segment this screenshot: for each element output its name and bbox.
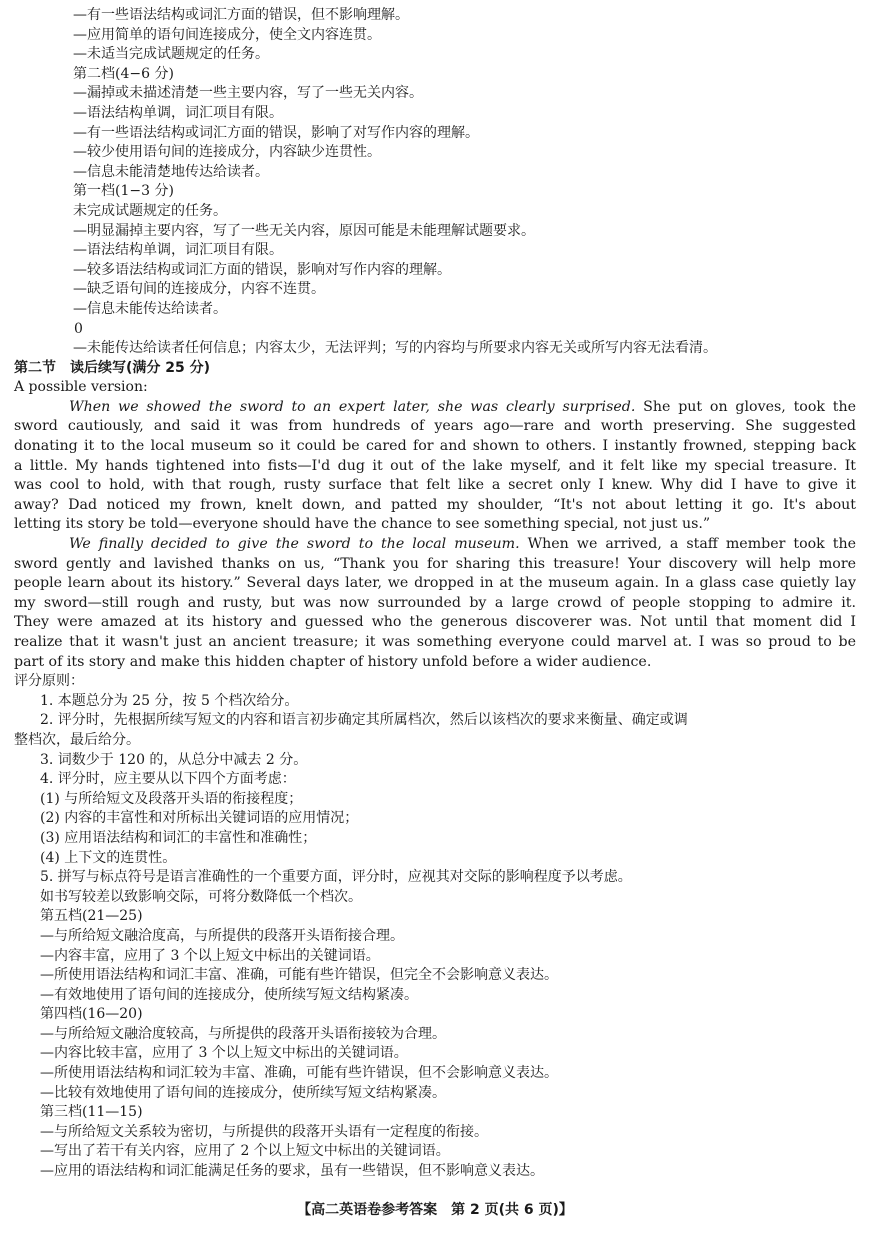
grading-line: 2. 评分时，先根据所续写短文的内容和语言初步确定其所属档次，然后以该档次的要求来衡量、确定或调 [40, 712, 688, 729]
grading-line: (3) 应用语法结构和词汇的丰富性和准确性； [40, 829, 317, 846]
page-footer: 【高二英语卷参考答案 第 2 页(共 6 页)】 [297, 1202, 573, 1218]
grading-line: 5. 拼写与标点符号是语言准确性的一个重要方面，评分时，应视其对交际的影响程度予以考虑。 [40, 869, 632, 886]
grade-descriptors-top [14, 6, 856, 359]
grading-principles-title: 评分原则： [14, 673, 84, 690]
zero-score-label: 0 [74, 320, 83, 337]
grading-line: 3. 词数少于 120 的，从总分中减去 2 分。 [40, 751, 308, 768]
paragraph-lead-sentence: We finally decided to give the sword to the local museum. [69, 536, 520, 553]
descriptor-line: —漏掉或未描述清楚一些主要内容，写了一些无关内容。 [73, 85, 423, 102]
descriptor-line: —信息未能清楚地传达给读者。 [73, 163, 269, 180]
grading-line: (2) 内容的丰富性和对所标出关键词语的应用情况； [40, 810, 359, 827]
essay-line: donating it to the local museum so it could be cared for and shown to others. I instantly frowned, stepping back [14, 438, 856, 455]
grading-principles-list [14, 692, 856, 1182]
descriptor-line: —信息未能传达给读者。 [73, 300, 227, 317]
grading-line: 第四档(16—20) [40, 1006, 143, 1023]
grading-line: —与所给短文融洽度高，与所提供的段落开头语衔接合理。 [40, 927, 404, 944]
essay-line: We finally decided to give the sword to the local museum. When we arrived, a staff member took the [69, 536, 856, 553]
descriptor-line: —较少使用语句间的连接成分，内容缺少连贯性。 [73, 144, 381, 161]
descriptor-line: —未适当完成试题规定的任务。 [73, 46, 269, 63]
essay-paragraph-2 [14, 535, 856, 672]
grading-line: —与所给短文关系较为密切，与所提供的段落开头语有一定程度的衔接。 [40, 1123, 488, 1140]
essay-line: away? Dad noticed my frown, knelt down, and patted my shoulder, “It's not about letting it go. It's about [14, 496, 856, 513]
grading-line: —内容比较丰富，应用了 3 个以上短文中标出的关键词语。 [40, 1045, 408, 1062]
grading-line: (4) 上下文的连贯性。 [40, 849, 177, 866]
essay-line: was cool to hold, with that rough, rusty surface that felt like a secret only I knew. Why did I have to give it [14, 477, 856, 494]
grading-line: 4. 评分时，应主要从以下四个方面考虑： [40, 771, 296, 788]
essay-line: When we showed the sword to an expert later, she was clearly surprised. She put on gloves, took the [69, 398, 856, 415]
essay-line: sword gently and lavished thanks on us, “Thank you for sharing this treasure! Your discovery will help more [14, 555, 856, 572]
essay-line: They were amazed at its history and guessed who the generous discoverer was. Not until that moment did I [14, 614, 856, 631]
grading-line: 第三档(11—15) [40, 1104, 143, 1121]
grade-level-heading: 第二档(4−6 分) [73, 65, 174, 82]
grading-line: 1. 本题总分为 25 分，按 5 个档次给分。 [40, 692, 299, 709]
grading-line: 整档次，最后给分。 [14, 731, 140, 748]
descriptor-line: —有一些语法结构或词汇方面的错误，影响了对写作内容的理解。 [73, 124, 479, 141]
essay-line: my sword—still rough and rusty, but was now surrounded by a large crowd of people stopping to admire it. [14, 594, 856, 611]
section-title: 第二节 读后续写(满分 25 分) [14, 359, 211, 376]
grading-line: —比较有效地使用了语句间的连接成分，使所续写短文结构紧凑。 [40, 1084, 446, 1101]
essay-line: people learn about its history.” Several days later, we dropped in at the museum again. In a glass case quietly lay [14, 575, 856, 592]
essay-line: part of its story and make this hidden chapter of history unfold before a wider audience. [14, 653, 652, 670]
descriptor-line: —有一些语法结构或词汇方面的错误，但不影响理解。 [73, 7, 409, 23]
descriptor-line: —缺乏语句间的连接成分，内容不连贯。 [73, 281, 325, 298]
essay-line: a little. My hands tightened into fists—I'd dug it out of the lake myself, and it felt like my special treasure. It [14, 457, 856, 474]
possible-version-label: A possible version: [14, 379, 148, 396]
descriptor-line: —明显漏掉主要内容，写了一些无关内容，原因可能是未能理解试题要求。 [73, 222, 535, 239]
grading-line: —所使用语法结构和词汇较为丰富、准确，可能有些许错误，但不会影响意义表达。 [40, 1065, 558, 1082]
descriptor-line: —未能传达给读者任何信息；内容太少，无法评判；写的内容均与所要求内容无关或所写内容无法看清。 [73, 340, 717, 357]
grading-line: 如书写较差以致影响交际，可将分数降低一个档次。 [40, 888, 362, 905]
grading-line: —所使用语法结构和词汇丰富、准确，可能有些许错误，但完全不会影响意义表达。 [40, 967, 558, 984]
essay-line: realize that it wasn't just an ancient treasure; it was something everyone could marvel at. I was so proud to be [14, 634, 856, 650]
grading-line: 第五档(21—25) [40, 908, 143, 925]
grading-line: —内容丰富，应用了 3 个以上短文中标出的关键词语。 [40, 947, 380, 964]
descriptor-line: —应用简单的语句间连接成分，使全文内容连贯。 [73, 26, 381, 43]
paragraph-lead-sentence: When we showed the sword to an expert later, she was clearly surprised. [69, 398, 636, 415]
grading-line: —应用的语法结构和词汇能满足任务的要求，虽有一些错误，但不影响意义表达。 [40, 1163, 544, 1180]
essay-line: letting its story be told—everyone should have the chance to see something special, not just us.” [14, 516, 711, 533]
descriptor-line: —较多语法结构或词汇方面的错误，影响对写作内容的理解。 [73, 261, 451, 278]
grade-level-heading: 第一档(1−3 分) [73, 183, 174, 200]
essay-paragraph-1 [14, 398, 856, 535]
descriptor-line: —语法结构单调，词汇项目有限。 [73, 104, 283, 121]
grading-line: —有效地使用了语句间的连接成分，使所续写短文结构紧凑。 [40, 986, 418, 1003]
grading-line: (1) 与所给短文及段落开头语的衔接程度； [40, 790, 303, 807]
essay-line: sword cautiously, and said it was from hundreds of years ago—rare and worth preserving. She suggested [14, 418, 856, 435]
descriptor-line: —语法结构单调，词汇项目有限。 [73, 242, 283, 259]
grading-line: —写出了若干有关内容，应用了 2 个以上短文中标出的关键词语。 [40, 1143, 450, 1160]
descriptor-line: 未完成试题规定的任务。 [73, 202, 227, 219]
grading-line: —与所给短文融洽度较高，与所提供的段落开头语衔接较为合理。 [40, 1025, 446, 1042]
